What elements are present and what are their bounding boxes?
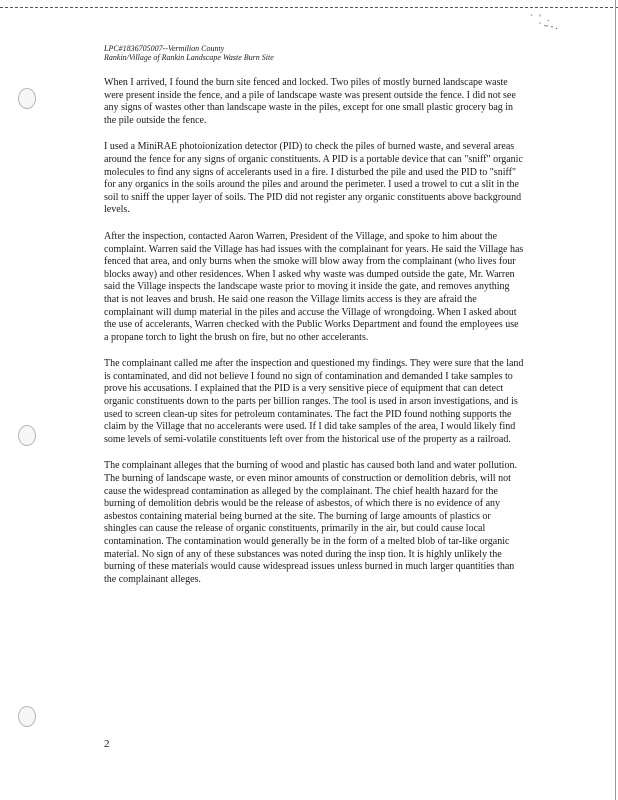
document-body xyxy=(104,77,524,600)
header-line-case: LPC#1836705007--Vermilion County xyxy=(104,44,225,53)
punch-hole-top xyxy=(18,88,36,109)
punch-hole-bottom xyxy=(18,706,36,727)
paragraph-arrival: When I arrived, I found the burn site fenced and locked. Two piles of mostly burned landscape waste were present inside the fence, and a pile of landscape waste was present outside the fence. I did not see any signs of wastes other than landscape waste in the piles, except for one small plastic grocery bag in the pile outside the fence. xyxy=(104,77,516,126)
paragraph-pid-check: I used a MiniRAE photoionization detector (PID) to check the piles of burned waste, and several areas around the fence for any signs of organic constituents. A PID is a portable device that can "sniff" organic molecules to find any signs of accelerants used in a fire. I disturbed the pile and used the PID to "sniff" for any organics in the soils around the piles and around the perimeter. I used a trowel to cut a slit in the soil to sniff the upper layer of soils. The PID did not register any organic constituents above background levels. xyxy=(104,141,523,216)
document-header xyxy=(104,44,524,62)
scan-marks: ` ' . `~-. xyxy=(530,13,560,31)
scan-edge-right xyxy=(615,0,616,800)
paragraph-complainant-call: The complainant called me after the inspection and questioned my findings. They were sure that the land is contaminated, and did not believe I found no sign of contamination and demanded I take samples to prove his accusations. I explained that the PID is a very sensitive piece of equipment that can detect organic constituents down to the parts per billion ranges. The tool is used in arson investigations, and is used to screen clean-up sites for petroleum contaminates. The fact the PID found nothing supports the claim by the Village that no accelerants were used. If I did take samples of the area, I would likely find some levels of semi-volatile constituents left over from the historical use of the property as a railroad. xyxy=(104,358,524,445)
scan-edge-top xyxy=(0,7,618,8)
punch-hole-middle xyxy=(18,425,36,446)
header-line-site: Rankin/Village of Rankin Landscape Waste Burn Site xyxy=(104,53,274,62)
paragraph-village-contact: After the inspection, contacted Aaron Warren, President of the Village, and spoke to him about the complaint. Warren said the Village has had issues with the complainant for years. He said the Village has fenced that area, and only burns when the smoke will blow away from the complainant (who lives four blocks away) and other residences. When I asked why waste was dumped outside the gate, Mr. Warren said the Village inspects the landscape waste prior to moving it inside the gate, and removes anything that is not leaves and brush. He said one reason the Village limits access is they are afraid the complainant will dump material in the piles and accuse the Village of wrongdoing. When I asked about the use of accelerants, Warren checked with the Public Works Department and found the employees use a propane torch to light the brush on fire, but no other accelerants. xyxy=(104,230,524,343)
paragraph-pollution-allegation: The complainant alleges that the burning of wood and plastic has caused both land and water pollution. The burning of landscape waste, or even minor amounts of construction or demolition debris, will not cause the widespread contamination as alleged by the complainant. The chief health hazard for the burning of demolition debris would be the release of asbestos, of which there is no evidence of any asbestos containing material being burned at the site. The burning of large amounts of plastics or shingles can cause the release of organic constituents, primarily in the air, but could cause local contamination. The contamination would generally be in the form of a melted blob of tar-like organic material. No sign of any of these substances was noted during the insp tion. It is highly unlikely the burning of these materials would cause widespread issues unless burned in much larger quantities than the complainant alleges. xyxy=(104,460,517,585)
page-number: 2 xyxy=(104,738,110,750)
